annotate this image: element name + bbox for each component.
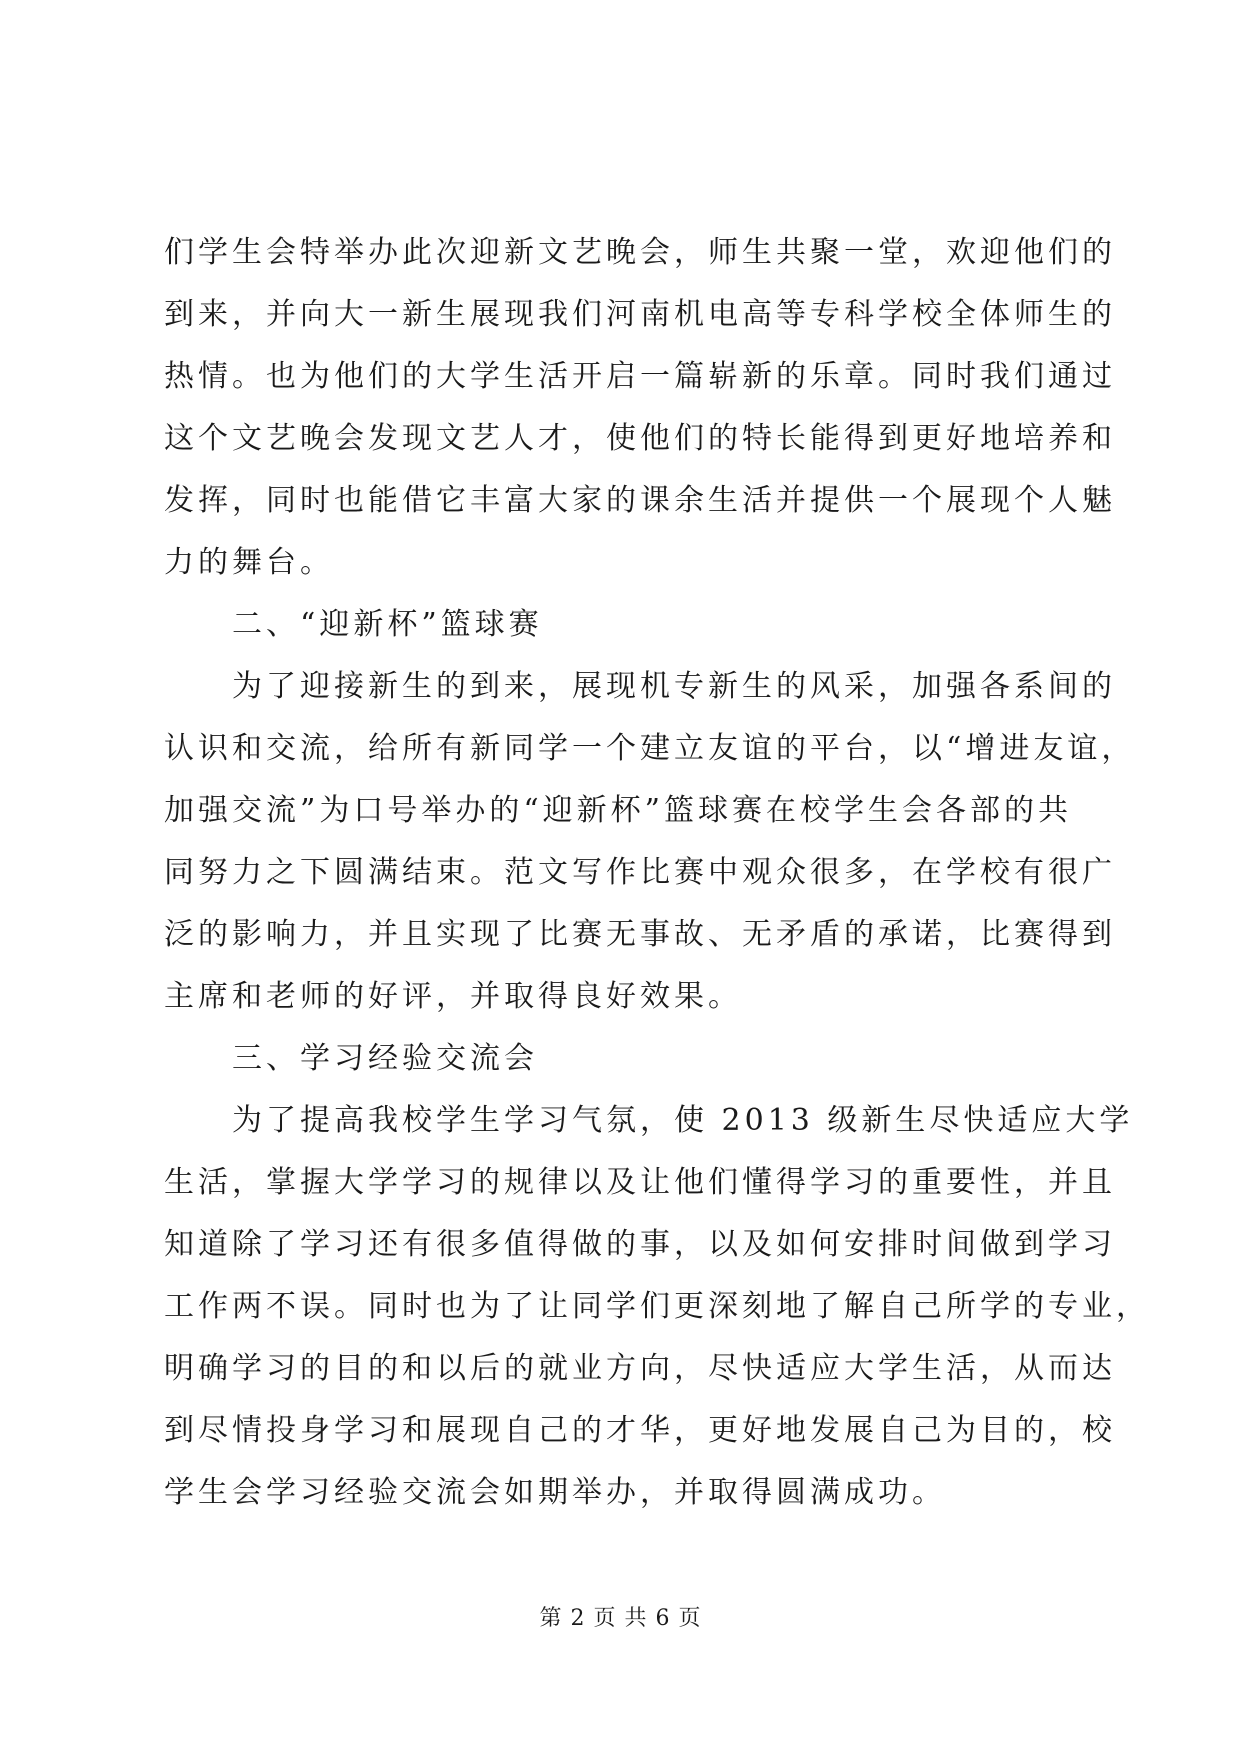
- paragraph-line: 发挥，同时也能借它丰富大家的课余生活并提供一个展现个人魅: [164, 483, 1116, 518]
- paragraph-line: 们学生会特举办此次迎新文艺晚会，师生共聚一堂，欢迎他们的: [164, 235, 1116, 270]
- paragraph-line: 认识和交流，给所有新同学一个建立友谊的平台，以“增进友谊，: [164, 731, 1136, 766]
- paragraph-line: 学生会学习经验交流会如期举办，并取得圆满成功。: [164, 1475, 946, 1510]
- page-number-footer: 第 2 页 共 6 页: [539, 1606, 702, 1631]
- paragraph-line: 明确学习的目的和以后的就业方向，尽快适应大学生活，从而达: [164, 1351, 1116, 1386]
- section-heading-basketball: 二、“迎新杯”篮球赛: [232, 607, 543, 642]
- paragraph-line: 同努力之下圆满结束。范文写作比赛中观众很多，在学校有很广: [164, 855, 1116, 890]
- paragraph-line: 加强交流”为口号举办的“迎新杯”篮球赛在校学生会各部的共: [164, 793, 1073, 828]
- paragraph-line: 泛的影响力，并且实现了比赛无事故、无矛盾的承诺，比赛得到: [164, 917, 1116, 952]
- paragraph-line: 为了迎接新生的到来，展现机专新生的风采，加强各系间的: [232, 669, 1116, 704]
- paragraph-line: 力的舞台。: [164, 545, 334, 580]
- section-heading-study-exchange: 三、学习经验交流会: [232, 1041, 538, 1076]
- paragraph-line: 工作两不误。同时也为了让同学们更深刻地了解自己所学的专业，: [164, 1289, 1150, 1324]
- paragraph-line: 生活，掌握大学学习的规律以及让他们懂得学习的重要性，并且: [164, 1165, 1116, 1200]
- document-body: [164, 222, 1150, 1524]
- paragraph-line: 这个文艺晚会发现文艺人才，使他们的特长能得到更好地培养和: [164, 421, 1116, 456]
- paragraph-line: 为了提高我校学生学习气氛，使 2013 级新生尽快适应大学: [232, 1103, 1134, 1138]
- paragraph-line: 到尽情投身学习和展现自己的才华，更好地发展自己为目的，校: [164, 1413, 1116, 1448]
- paragraph-line: 知道除了学习还有很多值得做的事，以及如何安排时间做到学习: [164, 1227, 1116, 1262]
- paragraph-line: 到来，并向大一新生展现我们河南机电高等专科学校全体师生的: [164, 297, 1116, 332]
- paragraph-line: 主席和老师的好评，并取得良好效果。: [164, 979, 742, 1014]
- paragraph-line: 热情。也为他们的大学生活开启一篇崭新的乐章。同时我们通过: [164, 359, 1116, 394]
